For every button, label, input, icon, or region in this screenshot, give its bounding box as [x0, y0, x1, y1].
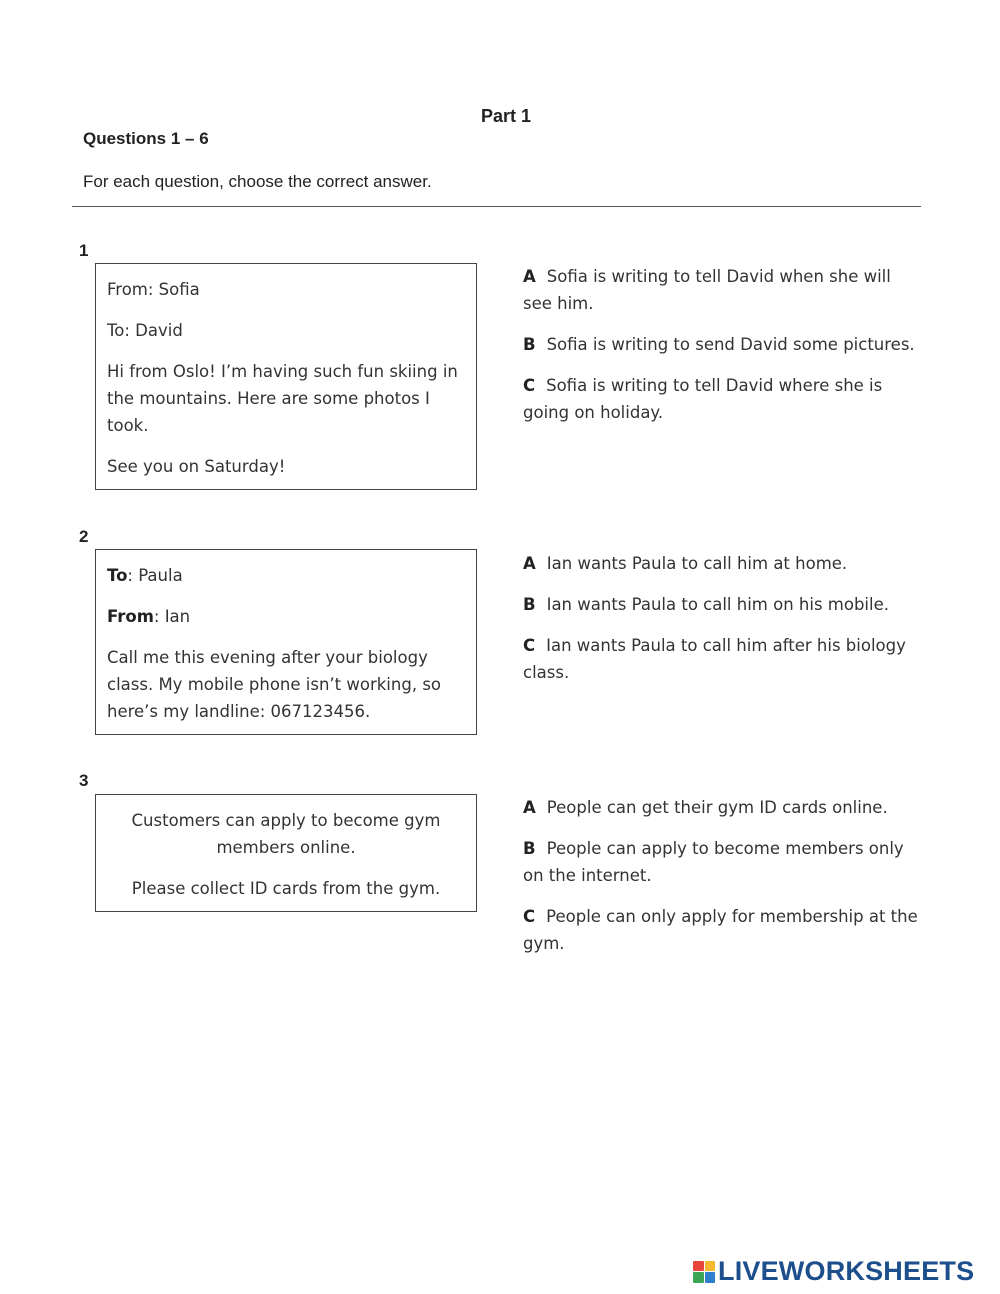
from-value: : Ian [153, 607, 191, 626]
message-from: From: Sofia [107, 280, 200, 299]
option-a[interactable] [523, 263, 923, 317]
option-letter: A [523, 798, 536, 817]
option-letter: B [523, 839, 536, 858]
option-text: Ian wants Paula to call him after his biology class. [523, 636, 906, 682]
message-from [107, 603, 465, 630]
option-letter: B [523, 335, 536, 354]
option-text: Sofia is writing to send David some pictures. [546, 335, 915, 354]
options-2 [523, 550, 923, 700]
message-body: Hi from Oslo! I’m having such fun skiing in the mountains. Here are some photos I took. [107, 362, 458, 435]
question-number-1: 1 [79, 241, 89, 260]
message-to [107, 562, 465, 589]
option-a[interactable] [523, 550, 923, 577]
options-1 [523, 263, 923, 440]
message-body: Call me this evening after your biology class. My mobile phone isn’t working, so here’s my landline: 067123456. [107, 648, 442, 721]
message-box-3 [95, 794, 477, 912]
option-letter: C [523, 376, 536, 395]
option-letter: C [523, 636, 536, 655]
from-label: From [107, 607, 154, 626]
instructions: For each question, choose the correct answer. [83, 172, 432, 191]
option-c[interactable] [523, 903, 923, 957]
option-letter: A [523, 554, 536, 573]
option-b[interactable] [523, 835, 923, 889]
questions-title: Questions 1 – 6 [83, 129, 209, 148]
option-text: Ian wants Paula to call him on his mobile. [546, 595, 890, 614]
notice-line-2: Please collect ID cards from the gym. [131, 879, 441, 898]
question-number-3: 3 [79, 771, 89, 790]
message-box-2 [95, 549, 477, 735]
logo-text: LIVEWORKSHEETS [718, 1256, 975, 1286]
option-letter: A [523, 267, 536, 286]
option-text: Sofia is writing to tell David where she is going on holiday. [523, 376, 883, 422]
liveworksheets-logo[interactable] [693, 1256, 974, 1287]
options-3 [523, 794, 923, 971]
question-number-2: 2 [79, 527, 89, 546]
option-c[interactable] [523, 632, 923, 686]
option-a[interactable] [523, 794, 923, 821]
liveworksheets-logo-icon [693, 1261, 715, 1283]
option-text: Sofia is writing to tell David when she will see him. [523, 267, 891, 313]
message-closing: See you on Saturday! [107, 457, 286, 476]
option-b[interactable] [523, 591, 923, 618]
option-text: People can apply to become members only on the internet. [523, 839, 904, 885]
option-c[interactable] [523, 372, 923, 426]
option-text: People can only apply for membership at the gym. [523, 907, 918, 953]
option-letter: B [523, 595, 536, 614]
to-label: To [107, 566, 128, 585]
divider [72, 206, 921, 207]
option-b[interactable] [523, 331, 923, 358]
option-letter: C [523, 907, 536, 926]
notice-line-1: Customers can apply to become gym members online. [131, 811, 441, 857]
message-to: To: David [107, 321, 183, 340]
option-text: Ian wants Paula to call him at home. [546, 554, 848, 573]
option-text: People can get their gym ID cards online. [546, 798, 888, 817]
to-value: : Paula [127, 566, 183, 585]
part-title: Part 1 [481, 106, 532, 126]
message-box-1 [95, 263, 477, 490]
